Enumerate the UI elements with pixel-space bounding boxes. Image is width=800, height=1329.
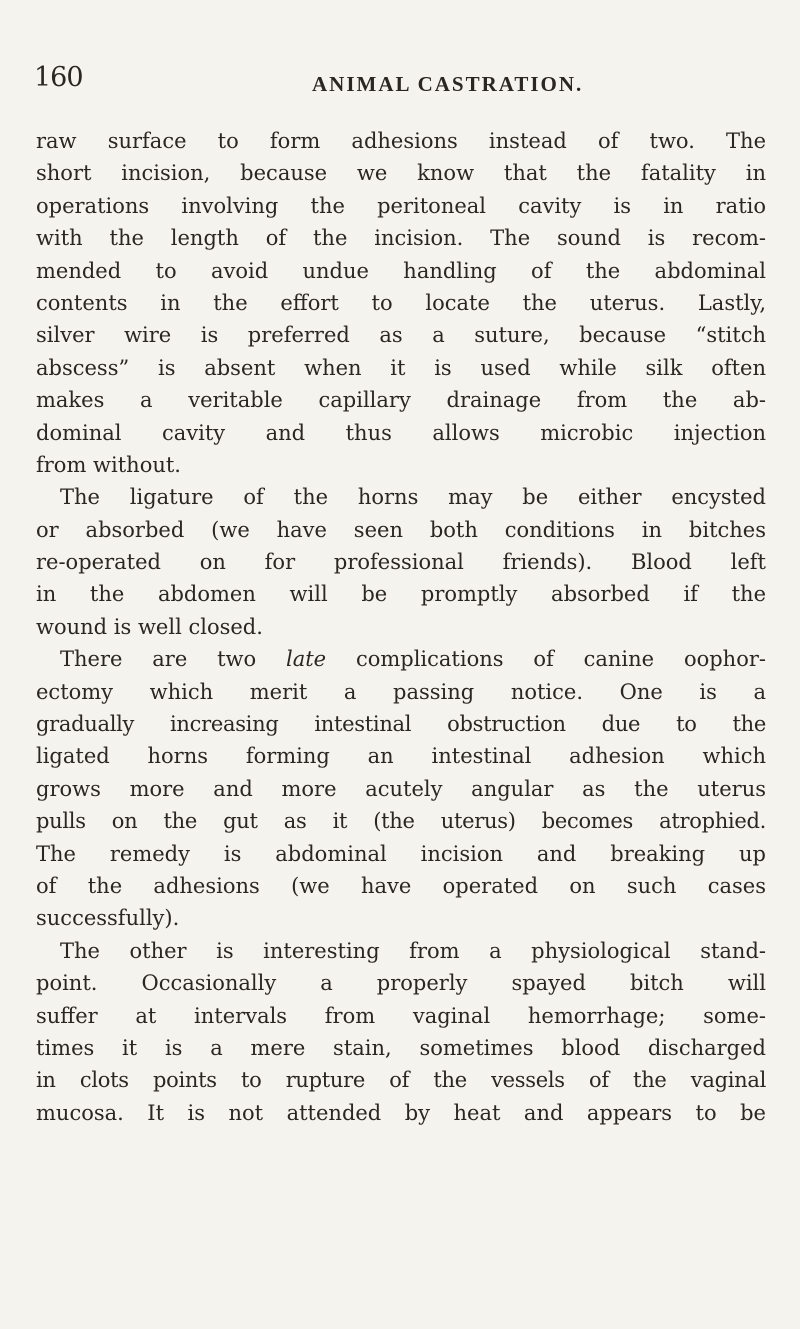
- text-line: wound is well closed.: [36, 614, 263, 639]
- text-line: mended to avoid undue handling of the abdominal: [36, 258, 766, 283]
- text-line-with-italic: [36, 643, 766, 675]
- text-line: makes a veritable capillary drainage from the ab-: [36, 388, 766, 413]
- text-line: re-operated on for professional friends). Blood left: [36, 550, 766, 575]
- text-line: or absorbed (we have seen both conditions in bitches: [36, 517, 766, 542]
- text-segment: There are two: [60, 647, 257, 672]
- text-line: The remedy is abdominal incision and breaking up: [36, 841, 766, 866]
- text-line: ectomy which merit a passing notice. One is a: [36, 679, 766, 704]
- text-line: contents in the effort to locate the uterus. Lastly,: [36, 290, 766, 315]
- text-line: in clots points to rupture of the vessels of the vaginal: [36, 1068, 766, 1093]
- text-line: suffer at intervals from vaginal hemorrhage; some-: [36, 1003, 766, 1028]
- text-line: operations involving the peritoneal cavity is in ratio: [36, 193, 766, 218]
- text-line: raw surface to form adhesions instead of two. The: [36, 129, 766, 153]
- text-line: point. Occasionally a properly spayed bitch will: [36, 971, 766, 996]
- text-line: in the abdomen will be promptly absorbed if the: [36, 582, 766, 607]
- text-line: The other is interesting from a physiological stand-: [60, 938, 766, 963]
- text-line: gradually increasing intestinal obstruction due to the: [36, 712, 766, 737]
- text-line: abscess” is absent when it is used while silk often: [36, 355, 766, 380]
- text-line: times it is a mere stain, sometimes blood discharged: [36, 1035, 766, 1060]
- text-line: dominal cavity and thus allows microbic injection: [36, 420, 766, 445]
- page-header: [0, 62, 800, 102]
- text-line: mucosa. It is not attended by heat and appears to be: [36, 1100, 766, 1125]
- text-line: pulls on the gut as it (the uterus) becomes atrophied.: [36, 809, 766, 834]
- italic-word: late: [286, 647, 327, 672]
- text-line: silver wire is preferred as a suture, because “stitch: [36, 323, 766, 348]
- page-number: 160: [34, 62, 83, 93]
- text-line: successfully).: [36, 906, 180, 931]
- body-text: [36, 125, 766, 1129]
- text-line: from without.: [36, 452, 181, 477]
- running-head: ANIMAL CASTRATION.: [312, 72, 584, 96]
- text-line: ligated horns forming an intestinal adhesion which: [36, 744, 766, 769]
- text-line: grows more and more acutely angular as the uterus: [36, 776, 766, 801]
- text-line: of the adhesions (we have operated on such cases: [36, 873, 766, 898]
- text-segment: complications of canine oophor-: [355, 647, 766, 672]
- text-line: with the length of the incision. The sound is recom-: [36, 226, 766, 251]
- text-line: short incision, because we know that the fatality in: [36, 161, 766, 186]
- text-line: The ligature of the horns may be either encysted: [60, 485, 766, 510]
